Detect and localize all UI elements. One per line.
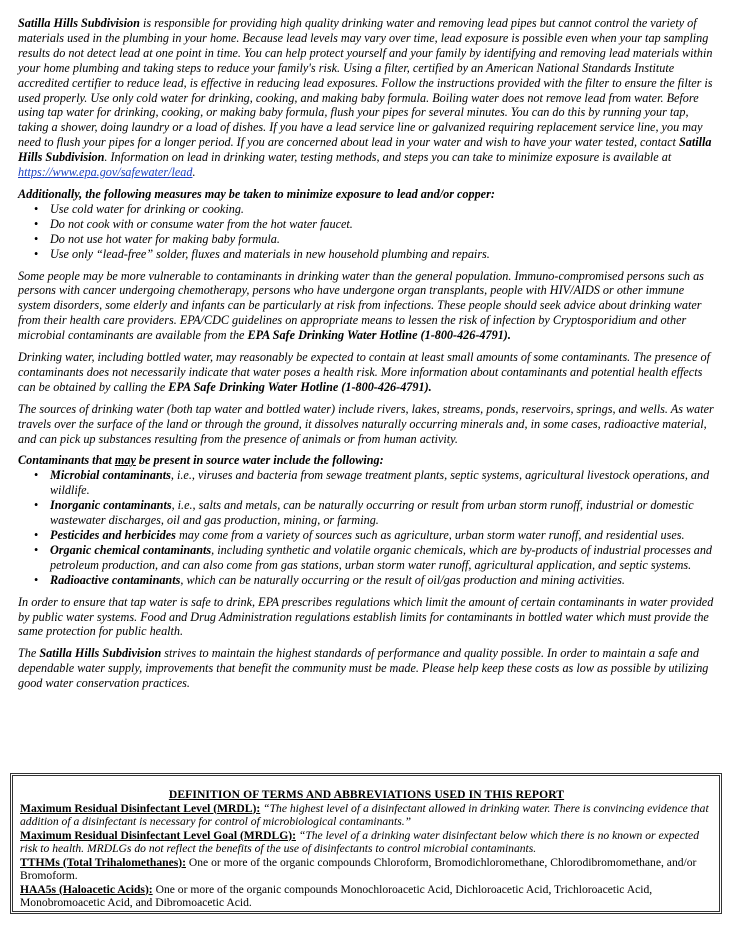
list-item (18, 528, 715, 543)
bottled-text: Drinking water, including bottled water, may reasonably be expected to contain at least small amounts of some contaminants. The presence of contaminants does not necessarily indicate that water poses a health risk. More information about contaminants and potential health effects can be obtained by calling the (18, 350, 710, 394)
list-item: • Do not use hot water for making baby formula. (18, 232, 715, 247)
lead-text-3: . (192, 165, 196, 180)
definitions-box (10, 773, 722, 914)
contaminants-list (18, 468, 715, 587)
definition-text: “The level of a drinking water disinfectant below which there is no known or expected risk to health. MRDLGs do not reflect the benefits of the use of disinfectants to control microbial contaminants. (20, 828, 699, 855)
contaminants-heading-may: may (114, 453, 136, 468)
measures-heading: Additionally, the following measures may be taken to minimize exposure to lead and/or copper: (18, 186, 495, 201)
contaminant-term: Pesticides and herbicides (50, 528, 176, 542)
definition-term: Maximum Residual Disinfectant Level Goal (MRDLG): (20, 828, 296, 842)
vulnerable-paragraph (18, 269, 715, 344)
system-name-contact: Satilla Hills Subdivision (18, 135, 712, 165)
contaminant-term: Microbial contaminants (50, 468, 171, 483)
definition-text: One or more of the organic compounds Chloroform, Bromodichloromethane, Chlorodibromomethane, and/or Bromoform. (20, 855, 697, 882)
list-item (18, 543, 715, 573)
definition-text: “The highest level of a disinfectant allowed in drinking water. There is convincing evidence that addition of a disinfectant is necessary for control of microbiological contaminants.” (20, 801, 709, 828)
contaminant-text: , i.e., viruses and bacteria from sewage treatment plants, septic systems, agricultural livestock operations, and wildlife. (50, 468, 710, 498)
closing-pre: The (18, 646, 40, 661)
epa-lead-link[interactable]: https://www.epa.gov/safewater/lead (18, 165, 193, 180)
definition-row (20, 802, 713, 829)
bottled-water-paragraph (18, 350, 715, 395)
list-item: • Do not cook with or consume water from the hot water faucet. (18, 217, 715, 232)
contaminants-heading (18, 453, 715, 468)
system-name: Satilla Hills Subdivision (18, 16, 140, 30)
definition-row (20, 829, 713, 856)
definition-term: Maximum Residual Disinfectant Level (MRDL): (20, 801, 261, 815)
contaminants-heading-post: be present in source water include the following: (135, 453, 384, 468)
definition-term: HAA5s (Haloacetic Acids): (20, 882, 153, 896)
vulnerable-text: Some people may be more vulnerable to contaminants in drinking water than the general population. Immuno-compromised persons such as persons with cancer undergoing chemotherapy, persons who have undergone organ transplants, people with HIV/AIDS or other immune system disorders, some elderly and infants can be particularly at risk from infections. These people should seek advice about drinking water from their health care providers. EPA/CDC guidelines on appropriate means to lessen the risk of infection by Cryptosporidium and other microbial contaminants are available from the (18, 268, 704, 343)
contaminants-heading-pre: Contaminants that (18, 453, 115, 468)
definitions-title: DEFINITION OF TERMS AND ABBREVIATIONS USED IN THIS REPORT (168, 788, 565, 801)
closing-post: strives to maintain the highest standards of performance and quality possible. In order to maintain a safe and dependable water supply, improvements that benefit the community must be made. Please help keep these costs as low as possible by utilizing good water conservation practices. (18, 646, 709, 691)
contaminant-term: Radioactive contaminants (50, 572, 181, 587)
list-item (18, 573, 715, 588)
definition-text: One or more of the organic compounds Monochloroacetic Acid, Dichloroacetic Acid, Trichloroacetic Acid, Monobromoacetic Acid, and Dibromoacetic Acid. (20, 882, 653, 909)
hotline-text: EPA Safe Drinking Water Hotline (1-800-426-4791). (168, 379, 432, 394)
regulations-paragraph: In order to ensure that tap water is safe to drink, EPA prescribes regulations which limit the amount of certain contaminants in water provided by public water systems. Food and Drug Administration regulations establish limits for contaminants in bottled water which must provide the same protection for public health. (18, 594, 714, 639)
list-item (18, 468, 715, 498)
contaminant-term: Inorganic contaminants (50, 498, 172, 513)
definition-row (20, 883, 713, 910)
closing-paragraph (18, 646, 715, 691)
contaminant-term: Organic chemical contaminants (50, 542, 212, 557)
measures-list (18, 202, 715, 262)
list-item (18, 498, 715, 528)
lead-paragraph (18, 16, 715, 180)
contaminant-text: , including synthetic and volatile organic chemicals, which are by-products of industrial processes and petroleum production, and can also come from gas stations, urban storm water runoff, agricultural application, and septic systems. (50, 542, 713, 572)
contaminant-text: , i.e., salts and metals, can be naturally occurring or result from urban storm runoff, industrial or domestic wastewater discharges, oil and gas production, mining, or farming. (50, 498, 694, 528)
sources-paragraph: The sources of drinking water (both tap water and bottled water) include rivers, lakes, streams, ponds, reservoirs, springs, and wells. As water travels over the surface of the land or through the ground, it dissolves naturally occurring minerals and, in some cases, radioactive material, and can pick up substances resulting from the presence of animals or from human activity. (18, 401, 714, 446)
hotline-text: EPA Safe Drinking Water Hotline (1-800-426-4791). (247, 328, 511, 343)
system-name-closing: Satilla Hills Subdivision (39, 646, 162, 661)
definition-term: TTHMs (Total Trihalomethanes): (20, 855, 186, 869)
contaminant-text: , which can be naturally occurring or the result of oil/gas production and mining activities. (180, 572, 625, 587)
lead-text-1: is responsible for providing high quality drinking water and removing lead pipes but cannot control the variety of materials used in the plumbing in your home. Because lead levels may vary over time, lead exposure is possible even when your tap sampling results do not detect lead at one point in time. You can help protect yourself and your family by identifying and removing lead materials within your home plumbing and taking steps to reduce your family's risk. Using a filter, certified by an American National Standards Institute accredited certifier to reduce lead, is effective in reducing lead exposures. Follow the instructions provided with the filter to ensure the filter is used properly. Use only cold water for drinking, cooking, and making baby formula. Boiling water does not remove lead from water. Before using tap water for drinking, cooking, or making baby formula, flush your pipes for several minutes. You can do this by running your tap, taking a shower, doing laundry or a load of dishes. If you have a lead service line or galvanized requiring replacement service line, you may need to flush your pipes for a longer period. If you are concerned about lead in your water and wish to have your water tested, contact (18, 16, 713, 150)
contaminant-text: may come from a variety of sources such as agriculture, urban storm water runoff, and residential uses. (175, 528, 685, 542)
definition-row (20, 856, 713, 883)
list-item: • Use cold water for drinking or cooking. (18, 202, 715, 217)
lead-text-2: . Information on lead in drinking water, testing methods, and steps you can take to minimize exposure is available at (104, 150, 672, 165)
list-item: • Use only “lead-free” solder, fluxes and materials in new household plumbing and repairs. (18, 247, 715, 262)
